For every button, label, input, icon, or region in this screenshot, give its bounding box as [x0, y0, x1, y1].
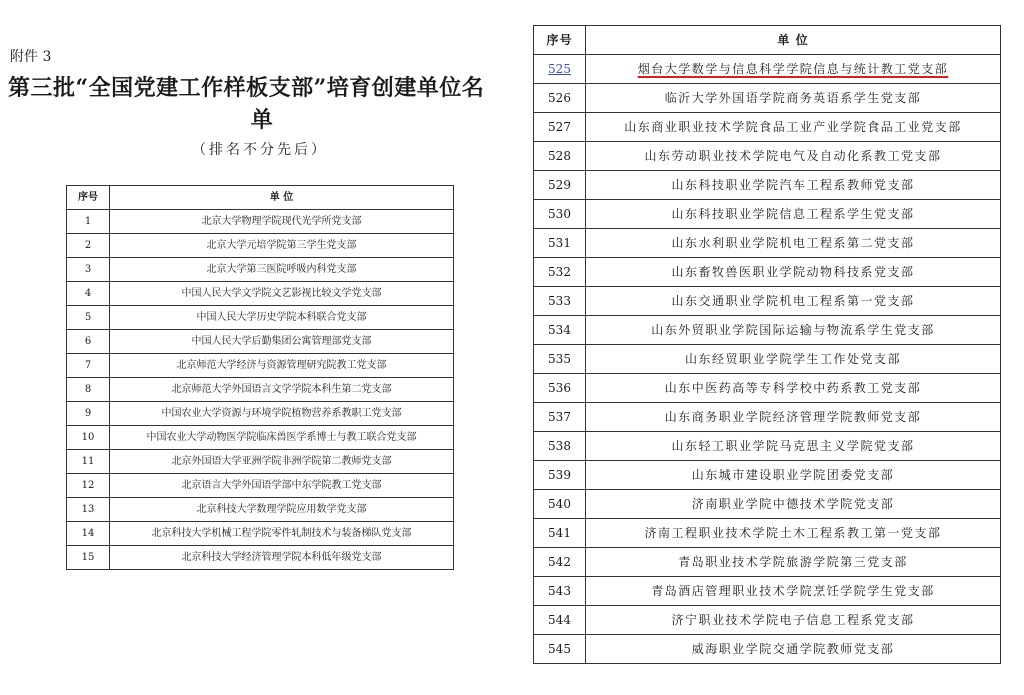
table-row — [534, 316, 1001, 345]
row-unit-name — [586, 171, 1001, 200]
row-unit-name — [586, 606, 1001, 635]
row-serial-number — [67, 234, 110, 258]
serial-number-text: 531 — [548, 236, 571, 250]
table-row — [67, 474, 454, 498]
table-row — [67, 378, 454, 402]
unit-name-text: 山东科技职业学院汽车工程系教师党支部 — [671, 178, 915, 192]
unit-name-text: 山东中医药高等专科学校中药系教工党支部 — [664, 381, 922, 395]
serial-number-text: 3 — [84, 263, 92, 275]
serial-number-text: 545 — [548, 642, 571, 656]
row-serial-number — [534, 55, 586, 84]
unit-name-text: 山东外贸职业学院国际运输与物流系学生党支部 — [651, 323, 935, 337]
attachment-label: 附件 3 — [10, 49, 52, 65]
unit-name-text: 山东畜牧兽医职业学院动物科技系党支部 — [671, 265, 915, 279]
serial-number-text: 526 — [548, 91, 571, 105]
serial-number-text: 9 — [84, 407, 92, 419]
row-unit-name — [110, 546, 454, 570]
serial-number-text: 539 — [548, 468, 571, 482]
serial-number-text: 532 — [548, 265, 571, 279]
row-serial-number — [534, 142, 586, 171]
unit-name-text: 济南职业学院中德技术学院党支部 — [691, 497, 895, 511]
row-serial-number — [534, 461, 586, 490]
row-serial-number — [67, 354, 110, 378]
row-serial-number — [534, 374, 586, 403]
table-row — [534, 432, 1001, 461]
serial-number-text: 542 — [548, 555, 571, 569]
serial-number-text: 12 — [81, 479, 95, 491]
unit-name-text: 山东水利职业学院机电工程系第二党支部 — [671, 236, 915, 250]
row-serial-number — [534, 229, 586, 258]
left-unit-table — [66, 185, 454, 570]
unit-name-text: 北京科技大学数理学院应用数学党支部 — [196, 503, 367, 515]
header-unit: 单 位 — [586, 26, 1001, 55]
row-unit-name — [586, 345, 1001, 374]
row-serial-number — [534, 316, 586, 345]
row-unit-name — [110, 210, 454, 234]
row-serial-number — [67, 522, 110, 546]
row-serial-number — [67, 474, 110, 498]
row-unit-name — [110, 234, 454, 258]
unit-name-text: 中国人民大学后勤集团公寓管理部党支部 — [191, 335, 372, 347]
unit-name-text: 中国农业大学动物医学院临床兽医学系博士与教工联合党支部 — [146, 431, 417, 443]
table-row — [534, 84, 1001, 113]
unit-name-text: 北京语言大学外国语学部中东学院教工党支部 — [181, 479, 382, 491]
table-row — [534, 258, 1001, 287]
table-row — [534, 548, 1001, 577]
left-table-body — [67, 210, 454, 570]
serial-number-text: 525 — [548, 62, 571, 76]
table-row — [67, 210, 454, 234]
row-serial-number — [534, 432, 586, 461]
row-serial-number — [67, 546, 110, 570]
unit-name-text: 北京师范大学经济与资源管理研究院教工党支部 — [176, 359, 387, 371]
unit-name-text: 北京大学物理学院现代光学所党支部 — [201, 215, 362, 227]
table-row — [534, 374, 1001, 403]
unit-name-text: 北京大学第三医院呼吸内科党支部 — [206, 263, 357, 275]
row-unit-name — [110, 402, 454, 426]
table-row — [534, 635, 1001, 664]
table-row — [534, 490, 1001, 519]
serial-number-text: 534 — [548, 323, 571, 337]
row-unit-name — [110, 306, 454, 330]
row-serial-number — [67, 498, 110, 522]
row-unit-name — [586, 200, 1001, 229]
unit-name-text: 北京科技大学经济管理学院本科低年级党支部 — [181, 551, 382, 563]
table-row — [67, 258, 454, 282]
row-unit-name — [110, 498, 454, 522]
header-serial: 序号 — [534, 26, 586, 55]
row-unit-name — [586, 374, 1001, 403]
row-serial-number — [534, 171, 586, 200]
table-row — [534, 519, 1001, 548]
unit-name-text: 山东交通职业学院机电工程系第一党支部 — [671, 294, 915, 308]
row-unit-name — [586, 287, 1001, 316]
serial-number-text: 537 — [548, 410, 571, 424]
serial-number-text: 529 — [548, 178, 571, 192]
table-row — [67, 402, 454, 426]
row-unit-name — [586, 258, 1001, 287]
serial-number-text: 8 — [84, 383, 92, 395]
table-row — [67, 330, 454, 354]
row-serial-number — [534, 345, 586, 374]
row-unit-name — [110, 426, 454, 450]
unit-name-text: 山东城市建设职业学院团委党支部 — [691, 468, 895, 482]
serial-number-text: 541 — [548, 526, 571, 540]
serial-number-text: 528 — [548, 149, 571, 163]
table-row — [534, 171, 1001, 200]
unit-name-text: 青岛酒店管理职业技术学院烹饪学院学生党支部 — [651, 584, 935, 598]
unit-name-text: 山东商业职业技术学院食品工业产业学院食品工业党支部 — [624, 120, 962, 134]
row-serial-number — [534, 635, 586, 664]
table-row — [67, 522, 454, 546]
unit-name-text: 北京师范大学外国语言文学学院本科生第二党支部 — [171, 383, 392, 395]
row-serial-number — [67, 210, 110, 234]
table-row — [67, 234, 454, 258]
serial-number-text: 14 — [81, 527, 95, 539]
serial-number-text: 10 — [81, 431, 95, 443]
unit-name-text: 中国人民大学历史学院本科联合党支部 — [196, 311, 367, 323]
unit-name-text: 青岛职业技术学院旅游学院第三党支部 — [678, 555, 908, 569]
unit-name-text: 中国人民大学文学院文艺影视比较文学党支部 — [181, 287, 382, 299]
table-row — [534, 113, 1001, 142]
row-unit-name — [586, 490, 1001, 519]
serial-number-text: 6 — [84, 335, 92, 347]
row-unit-name — [110, 474, 454, 498]
unit-name-text: 中国农业大学资源与环境学院植物营养系教职工党支部 — [161, 407, 402, 419]
row-unit-name — [586, 548, 1001, 577]
table-row — [534, 142, 1001, 171]
right-unit-table — [533, 25, 1001, 664]
serial-number-text: 530 — [548, 207, 571, 221]
serial-number-text: 540 — [548, 497, 571, 511]
row-unit-name — [586, 229, 1001, 258]
table-row — [534, 403, 1001, 432]
right-table-body — [534, 55, 1001, 664]
row-serial-number — [67, 378, 110, 402]
document-subtitle: （排名不分先后） — [192, 142, 328, 158]
unit-name-text: 威海职业学院交通学院教师党支部 — [691, 642, 895, 656]
unit-name-text: 济宁职业技术学院电子信息工程系党支部 — [671, 613, 915, 627]
row-serial-number — [534, 84, 586, 113]
table-row — [534, 577, 1001, 606]
serial-number-text: 2 — [84, 239, 92, 251]
table-row — [67, 282, 454, 306]
unit-name-text: 北京科技大学机械工程学院零件轧制技术与装备梯队党支部 — [151, 527, 412, 539]
serial-number-text: 536 — [548, 381, 571, 395]
row-serial-number — [534, 519, 586, 548]
unit-name-text: 山东商务职业学院经济管理学院教师党支部 — [664, 410, 922, 424]
header-unit: 单 位 — [110, 186, 454, 210]
unit-name-text: 山东经贸职业学院学生工作处党支部 — [684, 352, 901, 366]
table-header-row — [67, 186, 454, 210]
row-unit-name — [110, 378, 454, 402]
row-unit-name — [586, 316, 1001, 345]
serial-number-text: 1 — [84, 215, 92, 227]
row-serial-number — [67, 282, 110, 306]
unit-name-text: 山东科技职业学院信息工程系学生党支部 — [671, 207, 915, 221]
table-row — [67, 498, 454, 522]
row-serial-number — [534, 287, 586, 316]
row-serial-number — [534, 548, 586, 577]
serial-number-text: 527 — [548, 120, 571, 134]
serial-number-text: 544 — [548, 613, 571, 627]
row-serial-number — [534, 403, 586, 432]
row-unit-name — [586, 519, 1001, 548]
serial-number-text: 538 — [548, 439, 571, 453]
table-row — [534, 461, 1001, 490]
row-unit-name — [586, 55, 1001, 84]
row-unit-name — [110, 354, 454, 378]
unit-name-text: 山东劳动职业技术学院电气及自动化系教工党支部 — [644, 149, 942, 163]
unit-name-text: 烟台大学数学与信息科学学院信息与统计教工党支部 — [637, 62, 949, 76]
row-unit-name — [586, 403, 1001, 432]
unit-name-text: 北京大学元培学院第三学生党支部 — [206, 239, 357, 251]
serial-number-text: 13 — [81, 503, 95, 515]
serial-number-text: 5 — [84, 311, 92, 323]
table-row — [67, 546, 454, 570]
document-title-line1: 第三批“全国党建工作样板支部”培育创建单位名 — [8, 75, 485, 101]
serial-number-text: 7 — [84, 359, 92, 371]
row-unit-name — [586, 461, 1001, 490]
row-serial-number — [67, 402, 110, 426]
row-serial-number — [534, 200, 586, 229]
row-unit-name — [110, 450, 454, 474]
row-unit-name — [586, 84, 1001, 113]
serial-number-text: 15 — [81, 551, 95, 563]
document-title — [8, 72, 516, 136]
serial-number-text: 543 — [548, 584, 571, 598]
table-row — [67, 426, 454, 450]
row-unit-name — [110, 522, 454, 546]
row-serial-number — [534, 258, 586, 287]
unit-name-text: 济南工程职业技术学院土木工程系教工第一党支部 — [644, 526, 942, 540]
table-row — [67, 306, 454, 330]
row-serial-number — [67, 450, 110, 474]
row-serial-number — [534, 113, 586, 142]
table-header-row — [534, 26, 1001, 55]
row-unit-name — [586, 577, 1001, 606]
row-unit-name — [110, 282, 454, 306]
row-serial-number — [534, 577, 586, 606]
row-serial-number — [534, 606, 586, 635]
serial-number-text: 4 — [84, 287, 92, 299]
row-serial-number — [67, 426, 110, 450]
table-row — [534, 287, 1001, 316]
row-serial-number — [67, 306, 110, 330]
document-title-line2: 单 — [250, 107, 274, 133]
header-serial: 序号 — [67, 186, 110, 210]
table-row — [534, 229, 1001, 258]
row-serial-number — [67, 258, 110, 282]
row-unit-name — [586, 635, 1001, 664]
table-row — [67, 354, 454, 378]
unit-name-text: 临沂大学外国语学院商务英语系学生党支部 — [664, 91, 922, 105]
unit-name-text: 北京外国语大学亚洲学院非洲学院第二教师党支部 — [171, 455, 392, 467]
row-unit-name — [586, 432, 1001, 461]
table-row — [534, 55, 1001, 84]
row-unit-name — [586, 113, 1001, 142]
table-row — [534, 345, 1001, 374]
unit-name-text: 山东轻工职业学院马克思主义学院党支部 — [671, 439, 915, 453]
table-row — [67, 450, 454, 474]
table-row — [534, 200, 1001, 229]
serial-number-text: 535 — [548, 352, 571, 366]
serial-number-text: 533 — [548, 294, 571, 308]
table-row — [534, 606, 1001, 635]
row-unit-name — [110, 258, 454, 282]
serial-number-text: 11 — [81, 455, 95, 467]
row-unit-name — [110, 330, 454, 354]
row-serial-number — [67, 330, 110, 354]
row-serial-number — [534, 490, 586, 519]
row-unit-name — [586, 142, 1001, 171]
